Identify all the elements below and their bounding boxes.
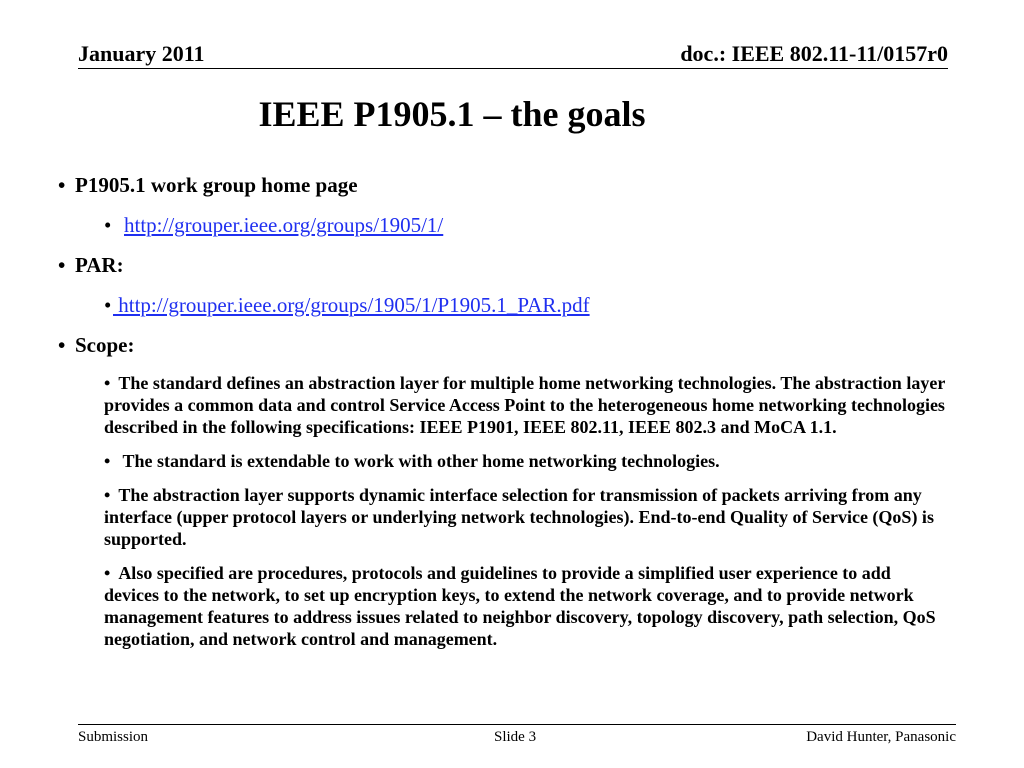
bullet-dot: • (58, 333, 66, 357)
bullet-dot: • (104, 485, 111, 505)
homepage-label: P1905.1 work group home page (75, 173, 358, 197)
bullet-dot: • (58, 253, 66, 277)
scope-item-text: The standard defines an abstraction layer for multiple home networking technologies. The abstraction layer provides a common data and control Service Access Point to the heterogeneous home networking technologies described in the following specifications: IEEE P1901, IEEE 802.11, IEEE 802.3 and MoCA 1.1. (104, 373, 945, 437)
footer-author: David Hunter, Panasonic (806, 729, 956, 745)
slide-content (58, 170, 948, 662)
footer-submission: Submission (78, 729, 149, 745)
bullet-par (58, 250, 948, 280)
bullet-dot: • (104, 451, 111, 471)
scope-item-text: The abstraction layer supports dynamic interface selection for transmission of packets arriving from any interface (upper protocol layers or underlying network technologies). End-to-end Quality of Service (QoS) is supported. (104, 485, 934, 549)
scope-item (104, 562, 948, 650)
header-doc-id: doc.: IEEE 802.11-11/0157r0 (680, 41, 948, 66)
footer-rule (78, 724, 956, 725)
scope-item (104, 450, 948, 472)
sub-bullet-par-link (58, 290, 948, 320)
scope-item (104, 372, 948, 438)
slide-title: IEEE P1905.1 – the goals (258, 94, 646, 134)
homepage-link[interactable]: http://grouper.ieee.org/groups/1905/1/ (124, 213, 444, 237)
bullet-dot: • (104, 293, 112, 317)
bullet-dot: • (104, 563, 111, 583)
bullet-homepage (58, 170, 948, 200)
bullet-dot: • (104, 213, 112, 237)
scope-item-text: Also specified are procedures, protocols and guidelines to provide a simplified user experience to add devices to the network, to set up encryption keys, to extend the network coverage, and to provide network management features to address issues related to neighbor discovery, topology discovery, path selection, QoS negotiation, and network control and management. (104, 563, 936, 649)
bullet-dot: • (104, 373, 111, 393)
par-link[interactable]: http://grouper.ieee.org/groups/1905/1/P1905.1_PAR.pdf (113, 293, 590, 317)
footer-slide-number: Slide 3 (494, 729, 537, 745)
sub-bullet-homepage-link (58, 210, 948, 240)
par-label: PAR: (75, 253, 124, 277)
header-date: January 2011 (78, 41, 205, 66)
scope-item-text: The standard is extendable to work with other home networking technologies. (118, 451, 720, 471)
header-rule (78, 68, 948, 69)
scope-item (104, 484, 948, 550)
scope-list (58, 372, 948, 650)
scope-label: Scope: (75, 333, 135, 357)
bullet-dot: • (58, 173, 66, 197)
bullet-scope (58, 330, 948, 360)
